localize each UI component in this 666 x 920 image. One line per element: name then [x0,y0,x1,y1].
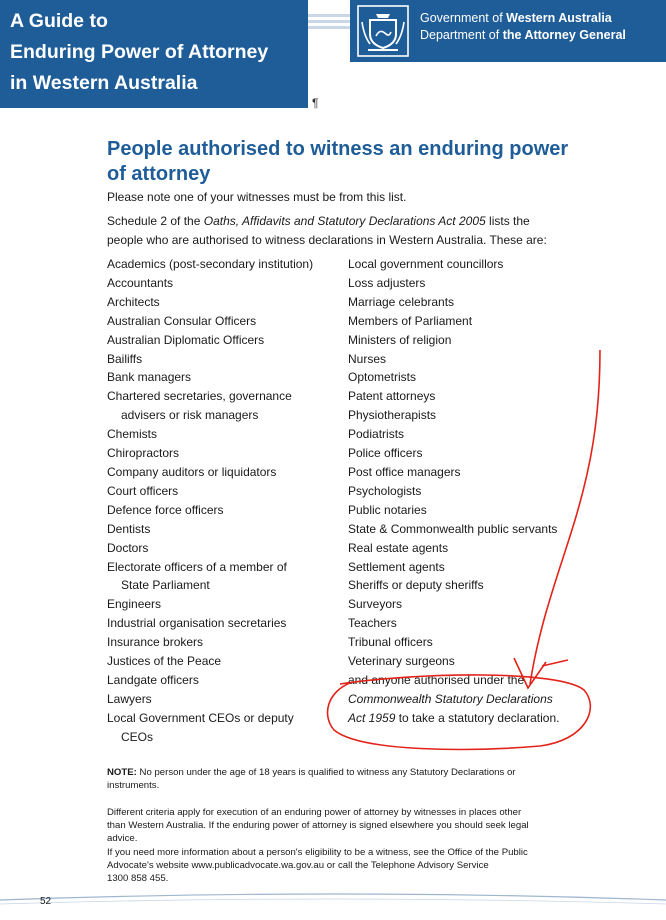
witness-list-item [107,350,337,369]
note-label: NOTE: [107,767,137,778]
criteria-line-3: advice. [107,833,138,844]
witness-list-item-text: Dentists [107,521,151,536]
witness-list-item: Members of Parliament [348,313,473,328]
witness-list-item-text: Chartered secretaries, governance [107,389,292,404]
witness-list-item [107,463,337,482]
witness-list-item-text: Australian Consular Officers [107,313,257,328]
info-line-2: Advocate's website www.publicadvocate.wa.gov.au or call the Telephone Advisory Service [107,860,489,871]
witness-list-item [107,690,337,709]
witness-list-item: Settlement agents [348,559,445,574]
witness-list-item: Veterinary surgeons [348,654,455,669]
witness-note: Please note one of your witnesses must be from this list. [107,190,407,204]
witness-list-item: Tribunal officers [348,635,433,650]
witness-list-item [107,652,337,671]
witness-list-item: Local government councillors [348,257,504,271]
criteria-line-1: Different criteria apply for execution of an enduring power of attorney by witnesses in places other [107,807,522,818]
witness-list-item: Sheriffs or deputy sheriffs [348,578,484,593]
witness-list-item: Marriage celebrants [348,294,455,309]
witness-list-item [107,520,337,539]
wa-crest-icon [356,4,410,58]
witness-list-item-continuation: State Parliament [121,578,210,593]
witness-list-item: Public notaries [348,502,427,517]
header-decorative-stripes [308,14,352,36]
witness-list-item-text: Electorate officers of a member of [107,559,287,574]
witness-list-item [107,368,337,387]
more-info-note [107,846,577,885]
page-number: 52 [40,896,52,907]
witness-list-item [107,425,337,444]
witness-list-item: Physiotherapists [348,408,437,423]
witness-list-item-text: Engineers [107,597,162,612]
witness-list-item-text: Accountants [107,275,174,290]
witness-list-item-text: Local Government CEOs or deputy [107,710,294,725]
gov-line-2-bold: the Attorney General [502,28,626,42]
witness-list-item-text: Bank managers [107,370,192,385]
witness-list-item [107,293,337,312]
witness-list-item: Ministers of religion [348,332,452,347]
guide-title-line-2: Enduring Power of Attorney [10,41,269,63]
government-text [420,10,626,44]
info-line-1: If you need more information about a person's eligibility to be a witness, see the Office of the Public [107,847,528,858]
heading-line-2: of attorney [107,163,211,185]
witness-list-item [107,274,337,293]
government-banner [350,0,666,62]
witness-list-item-text: Company auditors or liquidators [107,464,277,479]
witness-list-item: Optometrists [348,370,417,385]
witness-list-item [107,312,337,331]
witness-list-item [107,331,337,350]
witness-list-right [348,255,588,728]
footer-swoosh [0,890,666,920]
witness-list-left [107,255,337,747]
act-year: Act 1959 [348,710,396,725]
witness-list-item-text: Insurance brokers [107,635,204,650]
witness-list-item [107,387,337,425]
witness-list-item [107,709,337,747]
gov-line-1-prefix: Government of [420,11,507,25]
witness-list-item: Nurses [348,351,387,366]
witness-list-item: State & Commonwealth public servants [348,521,558,536]
witness-list-item: Patent attorneys [348,389,436,404]
witness-list-item: Loss adjusters [348,275,426,290]
witness-list-item-text: Landgate officers [107,672,199,687]
witness-list-item-text: Chiropractors [107,446,180,461]
witness-list-item: Podiatrists [348,427,405,442]
gov-line-1-bold: Western Australia [506,11,612,25]
gov-line-2-prefix: Department of [420,28,503,42]
witness-list-item-text: Australian Diplomatic Officers [107,332,265,347]
anyone-authorised-line-2 [348,690,588,709]
witness-list-item [107,501,337,520]
guide-title-line-3: in Western Australia [10,72,198,94]
anyone-authorised-line-3 [348,709,588,728]
guide-title-block [0,0,308,108]
witness-list-item: Police officers [348,446,423,461]
note-text-1: No person under the age of 18 years is qualified to witness any Statutory Declarations or [136,767,516,778]
witness-list-item [107,444,337,463]
witness-list-item-text: Justices of the Peace [107,654,222,669]
criteria-note [107,806,577,845]
witness-list-item-continuation: advisers or risk managers [121,408,259,423]
witness-list-item-text: Defence force officers [107,502,224,517]
witness-list-item [107,614,337,633]
witness-list-item: Teachers [348,616,397,631]
page-heading [107,137,607,187]
intro-paragraph [107,212,547,250]
witness-list-item [107,671,337,690]
criteria-line-2: than Western Australia. If the enduring power of attorney is signed elsewhere you should seek legal [107,820,529,831]
intro-post: lists the [485,214,530,228]
commonwealth-act-name: Commonwealth Statutory Declarations [348,691,553,706]
intro-act-name: Oaths, Affidavits and Statutory Declarations Act 2005 [203,214,486,228]
witness-list-item-text: Academics (post-secondary institution) [107,257,314,271]
witness-list-item-text: Industrial organisation secretaries [107,616,287,631]
witness-list-item [107,633,337,652]
age-note [107,766,577,792]
witness-list-item-text: Bailiffs [107,351,143,366]
witness-list-item [107,255,337,274]
pilcrow-mark: ¶ [312,96,319,110]
witness-list-item [107,558,337,596]
intro-pre: Schedule 2 of the [107,214,204,228]
witness-list-item [107,482,337,501]
witness-list-item: Real estate agents [348,540,449,555]
info-line-3: 1300 858 455. [107,873,169,884]
witness-list-item-continuation: CEOs [121,729,154,744]
anyone-authorised-line-1: and anyone authorised under the [348,672,525,687]
witness-list-item-text: Lawyers [107,691,152,706]
note-text-2: instruments. [107,780,160,791]
witness-list-item: Psychologists [348,483,422,498]
witness-list-item [107,539,337,558]
intro-line-2: people who are authorised to witness declarations in Western Australia. These are: [107,233,547,247]
guide-title-line-1: A Guide to [10,10,108,32]
witness-list-item: Surveyors [348,597,403,612]
witness-list-item-text: Doctors [107,540,149,555]
witness-list-item-text: Architects [107,294,160,309]
witness-list-item-text: Court officers [107,483,179,498]
witness-list-item [107,595,337,614]
witness-list-item: Post office managers [348,464,461,479]
heading-line-1: People authorised to witness an enduring power [107,138,569,160]
anyone-authorised-rest: to take a statutory declaration. [395,710,560,725]
witness-list-item-text: Chemists [107,427,158,442]
